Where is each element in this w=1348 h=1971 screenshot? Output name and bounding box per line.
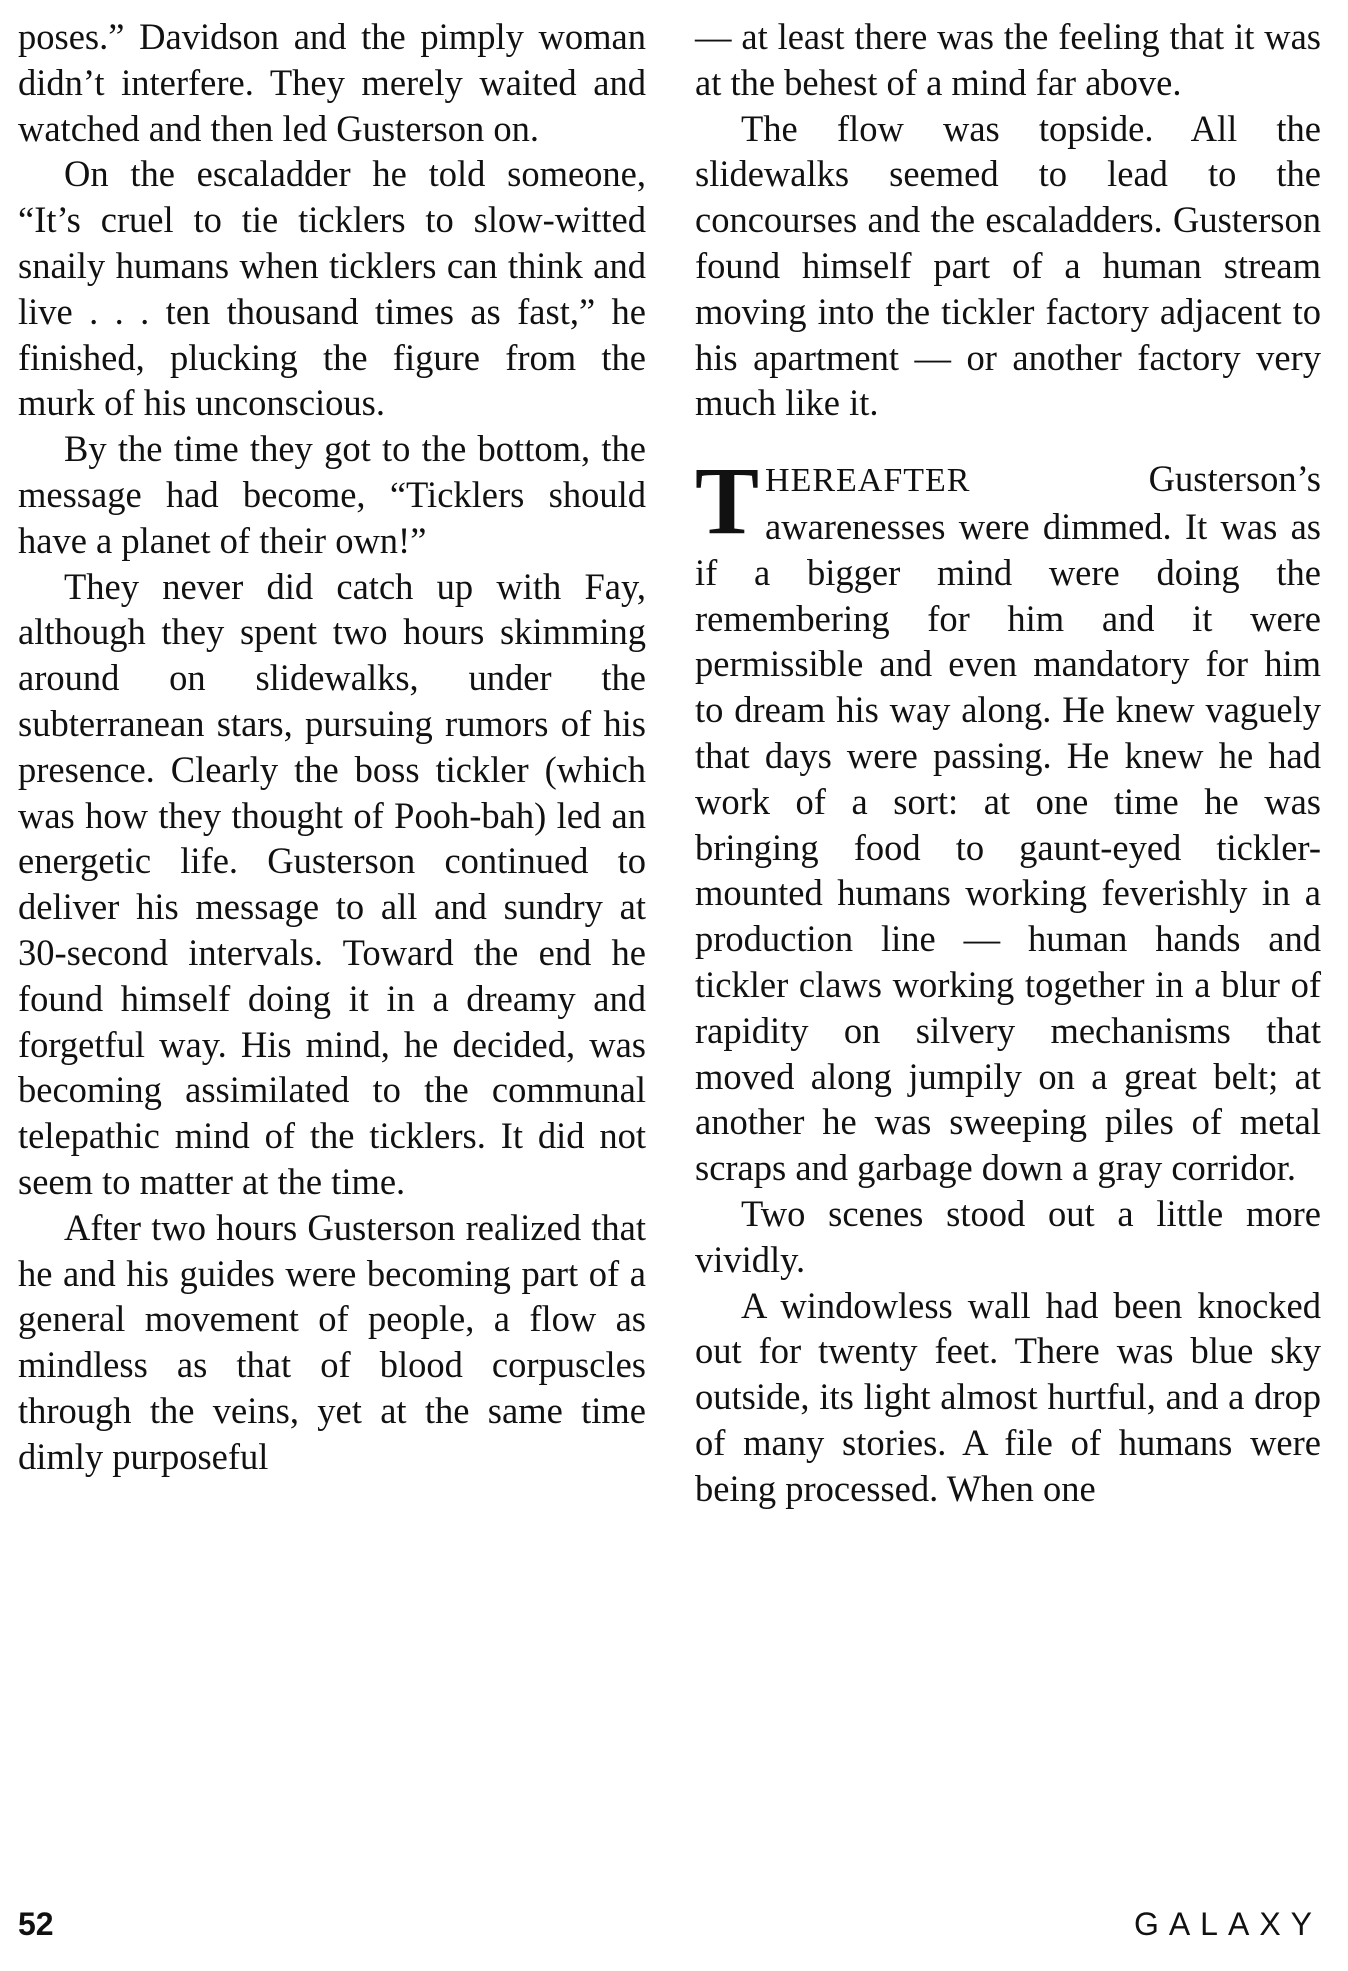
magazine-name: GALAXY	[1133, 1906, 1322, 1942]
paragraph: poses.” Davidson and the pimply woman didn’t interfere. They merely waited and watched and then led Gusterson on.	[18, 16, 646, 149]
paragraph: They never did catch up with Fay, although they spent two hours skimming around on slidewalks, under the subterranean stars, pursuing rumors of his presence. Clearly the boss tickler (which was how they thought of Pooh-bah) led an energetic life. Gusterson continued to deliver his message to all and sundry at 30-second intervals. Toward the end he found himself doing it in a dreamy and forgetful way. His mind, he decided, was becoming assimilated to the communal telepathic mind of the ticklers. It did not seem to matter at the time.	[18, 565, 646, 1202]
paragraph: After two hours Gusterson realized that he and his guides were becoming part of a general movement of people, a flow as mindless as that of blood corpuscles through the veins, yet at the same time dimly purposeful	[18, 1206, 646, 1477]
paragraph: A windowless wall had been knocked out for twenty feet. There was blue sky outside, its light almost hurtful, and a drop of many stories. A file of humans were being processed. When one	[695, 1284, 1321, 1509]
page-number: 52	[18, 1906, 54, 1942]
drop-cap: T	[695, 447, 760, 555]
paragraph: — at least there was the feeling that it was at the behest of a mind far above.	[695, 16, 1321, 103]
page-footer	[18, 1906, 1322, 1954]
right-column	[695, 14, 1321, 1512]
lead-in-caps: HEREAFTER	[765, 462, 971, 500]
paragraph: The flow was topside. All the slidewalks seemed to lead to the concourses and the escaladders. Gusterson found himself part of a human stream moving into the tickler factory adjacent to his apartment — or another factory very much like it.	[695, 107, 1321, 424]
left-column	[18, 14, 646, 1480]
section-opening-paragraph	[695, 447, 1321, 1191]
paragraph: On the escaladder he told someone, “It’s cruel to tie ticklers to slow-witted snaily humans when ticklers can think and live . . . ten thousand times as fast,” he finished, plucking the figure from the murk of his unconscious.	[18, 153, 646, 424]
paragraph-text: Gusterson’s awarenesses were dimmed. It was as if a bigger mind were doing the remembering for him and it were permissible and even mandatory for him to dream his way along. He knew vaguely that days were passing. He knew he had work of a sort: at one time he was bringing food to gaunt-eyed tickler-mounted humans working feverishly in a production line — human hands and tickler claws working together in a blur of rapidity on silvery mechanisms that moved along jumpily on a great belt; at another he was sweeping piles of metal scraps and garbage down a gray corridor.	[695, 458, 1321, 1189]
paragraph: By the time they got to the bottom, the message had become, “Ticklers should have a planet of their own!”	[18, 428, 646, 561]
paragraph: Two scenes stood out a little more vividly.	[695, 1192, 1321, 1280]
